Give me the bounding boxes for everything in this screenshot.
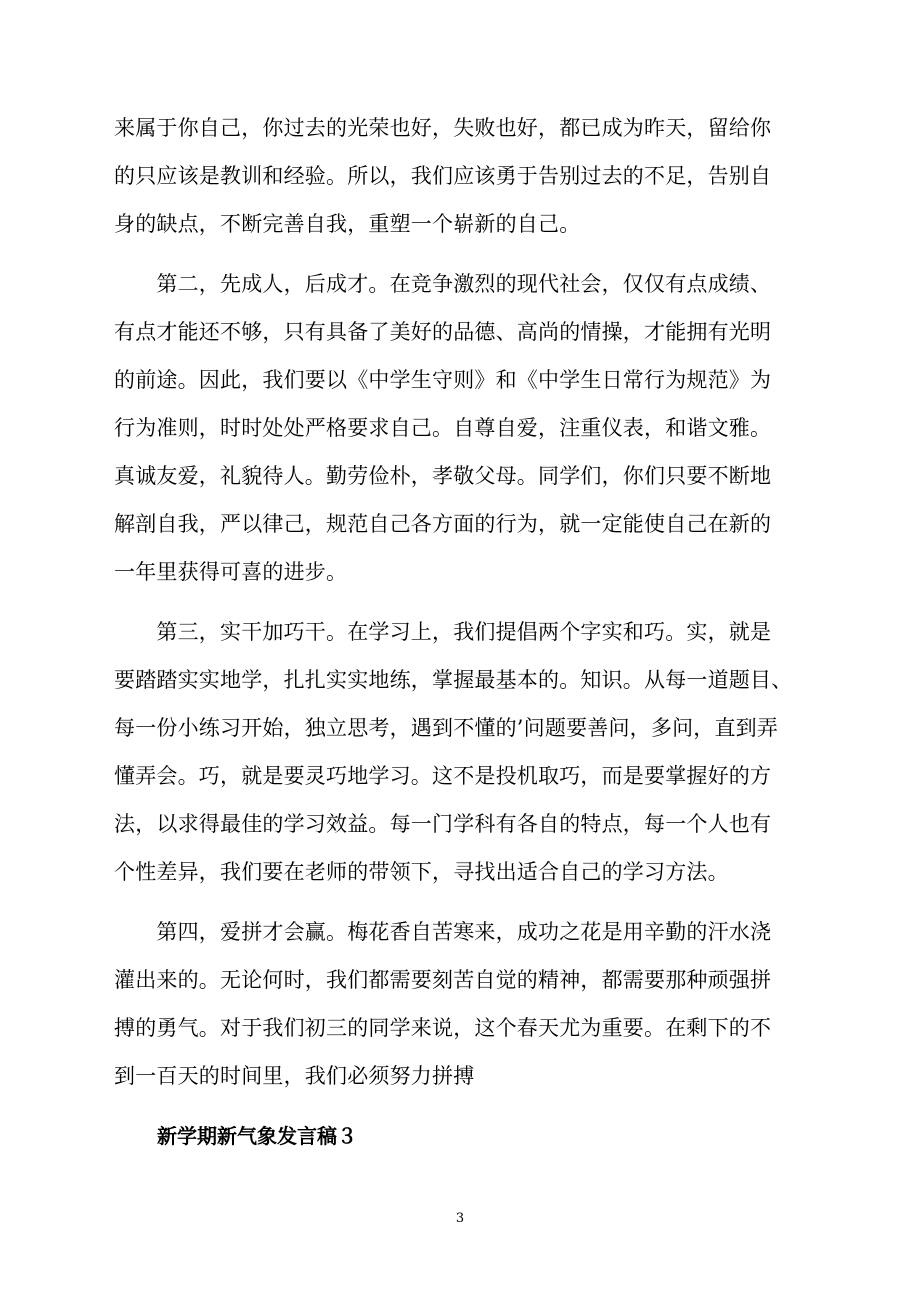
paragraph-2-line-7: 一年里获得可喜的进步。 bbox=[114, 560, 348, 584]
paragraph-3-line-1: 第三，实干加巧干。在学习上，我们提倡两个字实和巧。实，就是 bbox=[114, 620, 772, 644]
paragraph-3-line-4: 懂弄会。巧，就是要灵巧地学习。这不是投机取巧，而是要掌握好的方 bbox=[114, 764, 772, 788]
paragraph-1-line-1: 来属于你自己，你过去的光荣也好，失败也好，都已成为昨天，留给你 bbox=[114, 116, 772, 140]
paragraph-3-line-5: 法，以求得最佳的学习效益。每一门学科有各自的特点，每一个人也有 bbox=[114, 812, 772, 836]
paragraph-3-line-6: 个性差异，我们要在老师的带领下，寻找出适合自己的学习方法。 bbox=[114, 860, 729, 884]
paragraph-4-line-3: 搏的勇气。对于我们初三的同学来说，这个春天尤为重要。在剩下的不 bbox=[114, 1016, 772, 1040]
paragraph-3-line-3: 每一份小练习开始，独立思考，遇到不懂的’问题要善问，多问，直到弄 bbox=[114, 716, 779, 740]
page-number: 3 bbox=[455, 1211, 465, 1226]
paragraph-1-line-3: 身的缺点，不断完善自我，重塑一个崭新的自己。 bbox=[114, 212, 581, 236]
paragraph-4-line-2: 灌出来的。无论何时，我们都需要刻苦自觉的精神，都需要那种顽强拼 bbox=[114, 968, 772, 992]
paragraph-4-line-1: 第四，爱拼才会赢。梅花香自苦寒来，成功之花是用辛勤的汗水浇 bbox=[114, 920, 772, 944]
paragraph-2-line-5: 真诚友爱，礼貌待人。勤劳俭朴，孝敬父母。同学们，你们只要不断地 bbox=[114, 464, 772, 488]
paragraph-2-line-4: 行为准则，时时处处严格要求自己。自尊自爱，注重仪表，和谐文雅。 bbox=[114, 416, 772, 440]
paragraph-2-line-2: 有点才能还不够，只有具备了美好的品德、高尚的情操，才能拥有光明 bbox=[114, 320, 772, 344]
paragraph-4-line-4: 到一百天的时间里，我们必须努力拼搏 bbox=[114, 1064, 475, 1088]
paragraph-1-line-2: 的只应该是教训和经验。所以，我们应该勇于告别过去的不足，告别自 bbox=[114, 164, 772, 188]
paragraph-2-line-1: 第二，先成人，后成才。在竞争激烈的现代社会，仅仅有点成绩、 bbox=[114, 272, 772, 296]
paragraph-3-line-2: 要踏踏实实地学，扎扎实实地练，掌握最基本的。知识。从每一道题目、 bbox=[114, 668, 793, 692]
paragraph-2-line-6: 解剖自我，严以律己，规范自己各方面的行为，就一定能使自己在新的 bbox=[114, 512, 772, 536]
paragraph-2-line-3: 的前途。因此，我们要以《中学生守则》和《中学生日常行为规范》为 bbox=[114, 368, 772, 392]
section-heading: 新学期新气象发言稿３ bbox=[157, 1124, 357, 1148]
